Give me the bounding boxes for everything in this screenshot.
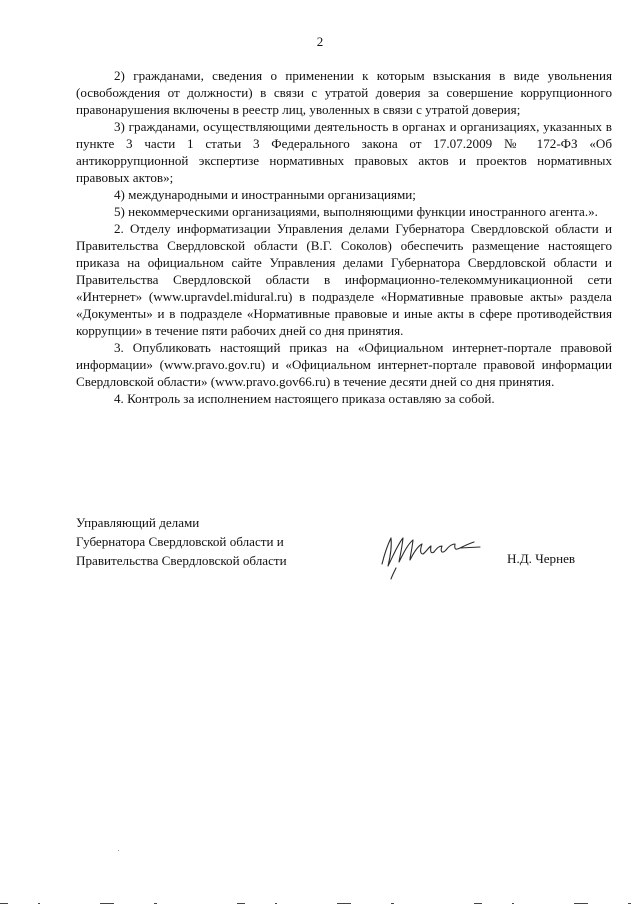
scan-edge-marks xyxy=(0,900,640,904)
signatory-position-line: Правительства Свердловской области xyxy=(76,553,287,568)
document-body xyxy=(76,67,612,407)
paragraph-item-5: 5) некоммерческими организациями, выполняющими функции иностранного агента.». xyxy=(114,204,598,219)
page-number: 2 xyxy=(316,34,324,49)
paragraph-clause-3: 3. Опубликовать настоящий приказ на «Официальном интернет-портале правовой информации» (www.pravo.gov.ru) и «Официальном интернет-портале правовой информации Свердловской области» (www.pravo.gov66.ru) в течение десяти дней со дня принятия. xyxy=(76,340,612,389)
paragraph-clause-4: 4. Контроль за исполнением настоящего приказа оставляю за собой. xyxy=(114,391,495,406)
paragraph-item-4: 4) международными и иностранными организациями; xyxy=(114,187,416,202)
paragraph-item-2: 2) гражданами, сведения о применении к которым взыскания в виде увольнения (освобождения от должности) в связи с утратой доверия за совершение коррупционного правонарушения включены в реестр лиц, уволенных в связи с утратой доверия; xyxy=(76,68,612,117)
signatory-position xyxy=(76,513,287,570)
handwritten-signature xyxy=(376,524,486,580)
scan-speck xyxy=(118,850,119,851)
paragraph-clause-2: 2. Отделу информатизации Управления делами Губернатора Свердловской области и Правительства Свердловской области (В.Г. Соколов) обеспечить размещение настоящего приказа на официальном сайте Управления делами Губернатора Свердловской области и Правительства Свердловской области в информационно-телекоммуникационной сети «Интернет» (www.upravdel.midural.ru) в подразделе «Нормативные правовые акты» раздела «Документы» и в подразделе «Нормативные правовые и иные акты в сфере противодействия коррупции» в течение пяти рабочих дней со дня принятия. xyxy=(76,221,612,338)
signatory-position-line: Губернатора Свердловской области и xyxy=(76,534,284,549)
paragraph-item-3: 3) гражданами, осуществляющими деятельность в органах и организациях, указанных в пункте 3 части 1 статьи 3 Федерального закона от 17.07.2009 № 172-ФЗ «Об антикоррупционной экспертизе нормативных правовых актов и проектов нормативных правовых актов»; xyxy=(76,119,612,185)
signatory-name: Н.Д. Чернев xyxy=(507,551,576,566)
signatory-position-line: Управляющий делами xyxy=(76,515,200,530)
